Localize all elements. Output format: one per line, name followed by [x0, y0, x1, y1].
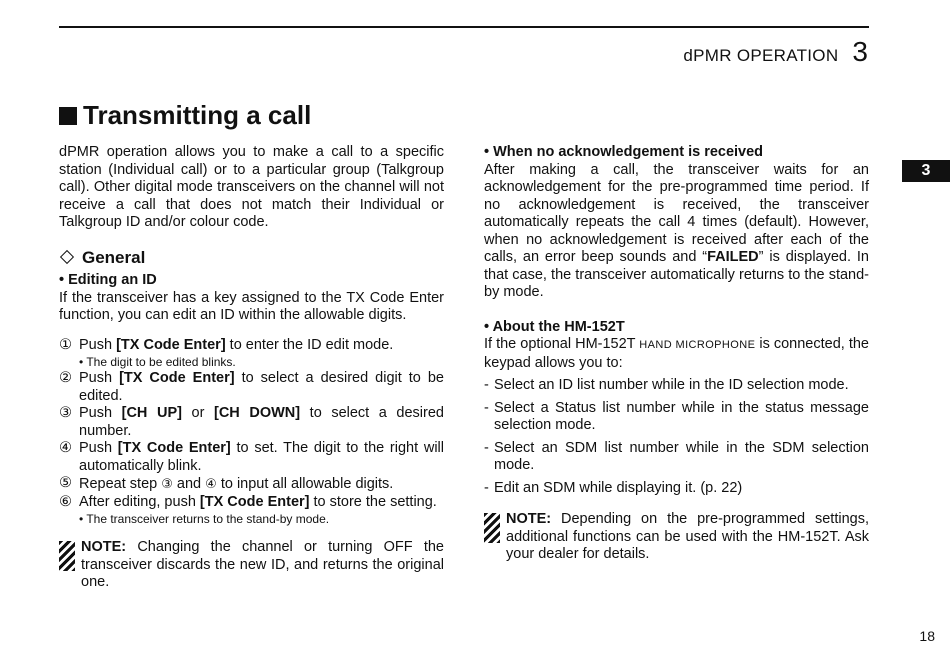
step-text: Repeat step	[79, 476, 162, 492]
list-item-text: Select a Status list number while in the status message selection mode.	[494, 399, 869, 433]
key-name: [TX Code Enter]	[119, 370, 235, 386]
step-text: After editing, push	[79, 493, 200, 510]
failed-label: FAILED	[707, 249, 759, 265]
note-text: Depending on the pre-programmed settings, additional functions can be used with the HM-152T. Ask your dealer for details.	[506, 511, 869, 562]
page-header	[683, 36, 868, 68]
step-number: ③	[59, 405, 72, 421]
list-item	[484, 377, 869, 395]
step-text: Push	[79, 370, 120, 386]
step-text: to select a desired number.	[79, 405, 444, 439]
step-3	[59, 405, 444, 440]
step-text: to set. The digit to the right will automatically blink.	[79, 440, 444, 474]
diamond-icon	[60, 250, 74, 264]
ack-heading: • When no acknowledgement is received	[484, 144, 764, 160]
editing-text: If the transceiver has a key assigned to the TX Code Enter function, you can edit an ID within the allowable digits.	[59, 289, 444, 323]
step-text: and	[172, 476, 206, 492]
key-name: [CH DOWN]	[214, 405, 301, 421]
intro-paragraph: dPMR operation allows you to make a call to a specific station (Individual call) or to a particular group (Talkgroup call). Other digital mode transceivers on the channel will not receive a call that does not match their Individual or Talkgroup ID and/or colour code.	[59, 144, 444, 230]
list-item	[484, 400, 869, 435]
list-item-text: Edit an SDM while displaying it. (p. 22)	[494, 479, 743, 496]
dash-bullet: -	[484, 439, 489, 456]
step-1	[59, 337, 444, 355]
step-2	[59, 370, 444, 405]
step-4	[59, 440, 444, 475]
note-label: NOTE:	[81, 539, 127, 555]
note-label: NOTE:	[506, 511, 552, 527]
hm-text: is connected, the keypad allows you to:	[484, 336, 869, 371]
general-heading-text: General	[82, 247, 146, 267]
chapter-thumb-tab: 3	[902, 160, 950, 182]
step-text: Push	[79, 405, 122, 421]
step-5	[59, 475, 444, 494]
step-ref: ④	[205, 476, 217, 491]
step-text: to store the setting.	[309, 493, 437, 510]
step-ref: ③	[161, 476, 173, 491]
general-heading	[59, 249, 444, 267]
step-text: to input all allowable digits.	[216, 476, 394, 492]
step-text: Push	[79, 440, 118, 456]
note-box	[484, 511, 869, 564]
step-number: ⑤	[59, 475, 72, 491]
step-number: ①	[59, 336, 72, 353]
hm-smallcaps: HAND MICROPHONE	[639, 339, 756, 351]
hm-text: If the optional HM-152T	[484, 336, 640, 352]
page-number: 18	[919, 628, 935, 644]
key-name: [CH UP]	[121, 405, 182, 421]
dash-bullet: -	[484, 399, 489, 416]
left-column	[59, 144, 444, 592]
page-title-text: Transmitting a call	[83, 100, 312, 130]
step-number: ②	[59, 370, 72, 386]
list-item-text: Select an SDM list number while in the SDM selection mode.	[494, 439, 869, 473]
header-rule	[59, 26, 869, 28]
step-number: ⑥	[59, 493, 72, 510]
list-item	[484, 440, 869, 475]
note-icon	[484, 513, 500, 543]
step-list	[59, 337, 444, 528]
step-number: ④	[59, 440, 72, 456]
black-square-icon	[59, 107, 77, 125]
list-item	[484, 480, 869, 498]
note-text: Changing the channel or turning OFF the transceiver discards the new ID, and returns the original one.	[81, 539, 444, 590]
editing-heading: • Editing an ID	[59, 272, 157, 288]
key-name: [TX Code Enter]	[117, 440, 231, 456]
step-6-sub: • The transceiver returns to the stand-by mode.	[79, 512, 330, 526]
step-text: to select a desired digit to be edited.	[79, 370, 444, 404]
note-icon	[59, 541, 75, 571]
step-text: to enter the ID edit mode.	[225, 336, 394, 353]
chapter-number: 3	[852, 36, 868, 67]
right-column	[484, 144, 869, 564]
dash-bullet: -	[484, 479, 489, 496]
section-title: dPMR OPERATION	[683, 46, 839, 65]
ack-text: After making a call, the transceiver waits for an acknowledgement for the pre-programmed time period. If no acknowledgement is received, the transceiver automatically repeats the call 4 times (default). However, when no acknowledgement is received after each of the calls, an error beep sounds and “	[484, 161, 869, 265]
note-box	[59, 539, 444, 592]
step-text: Push	[79, 336, 117, 353]
dash-bullet: -	[484, 377, 489, 393]
step-6	[59, 494, 444, 512]
list-item-text: Select an ID list number while in the ID selection mode.	[494, 377, 849, 393]
page-title	[59, 100, 311, 131]
step-text: or	[181, 405, 214, 421]
step-1-sub: • The digit to be edited blinks.	[79, 355, 236, 369]
ack-text: ” is displayed. In that case, the transceiver automatically returns to the stand-by mode.	[484, 249, 869, 300]
key-name: [TX Code Enter]	[116, 336, 226, 353]
hm-heading: • About the HM-152T	[484, 318, 625, 335]
key-name: [TX Code Enter]	[199, 493, 310, 510]
